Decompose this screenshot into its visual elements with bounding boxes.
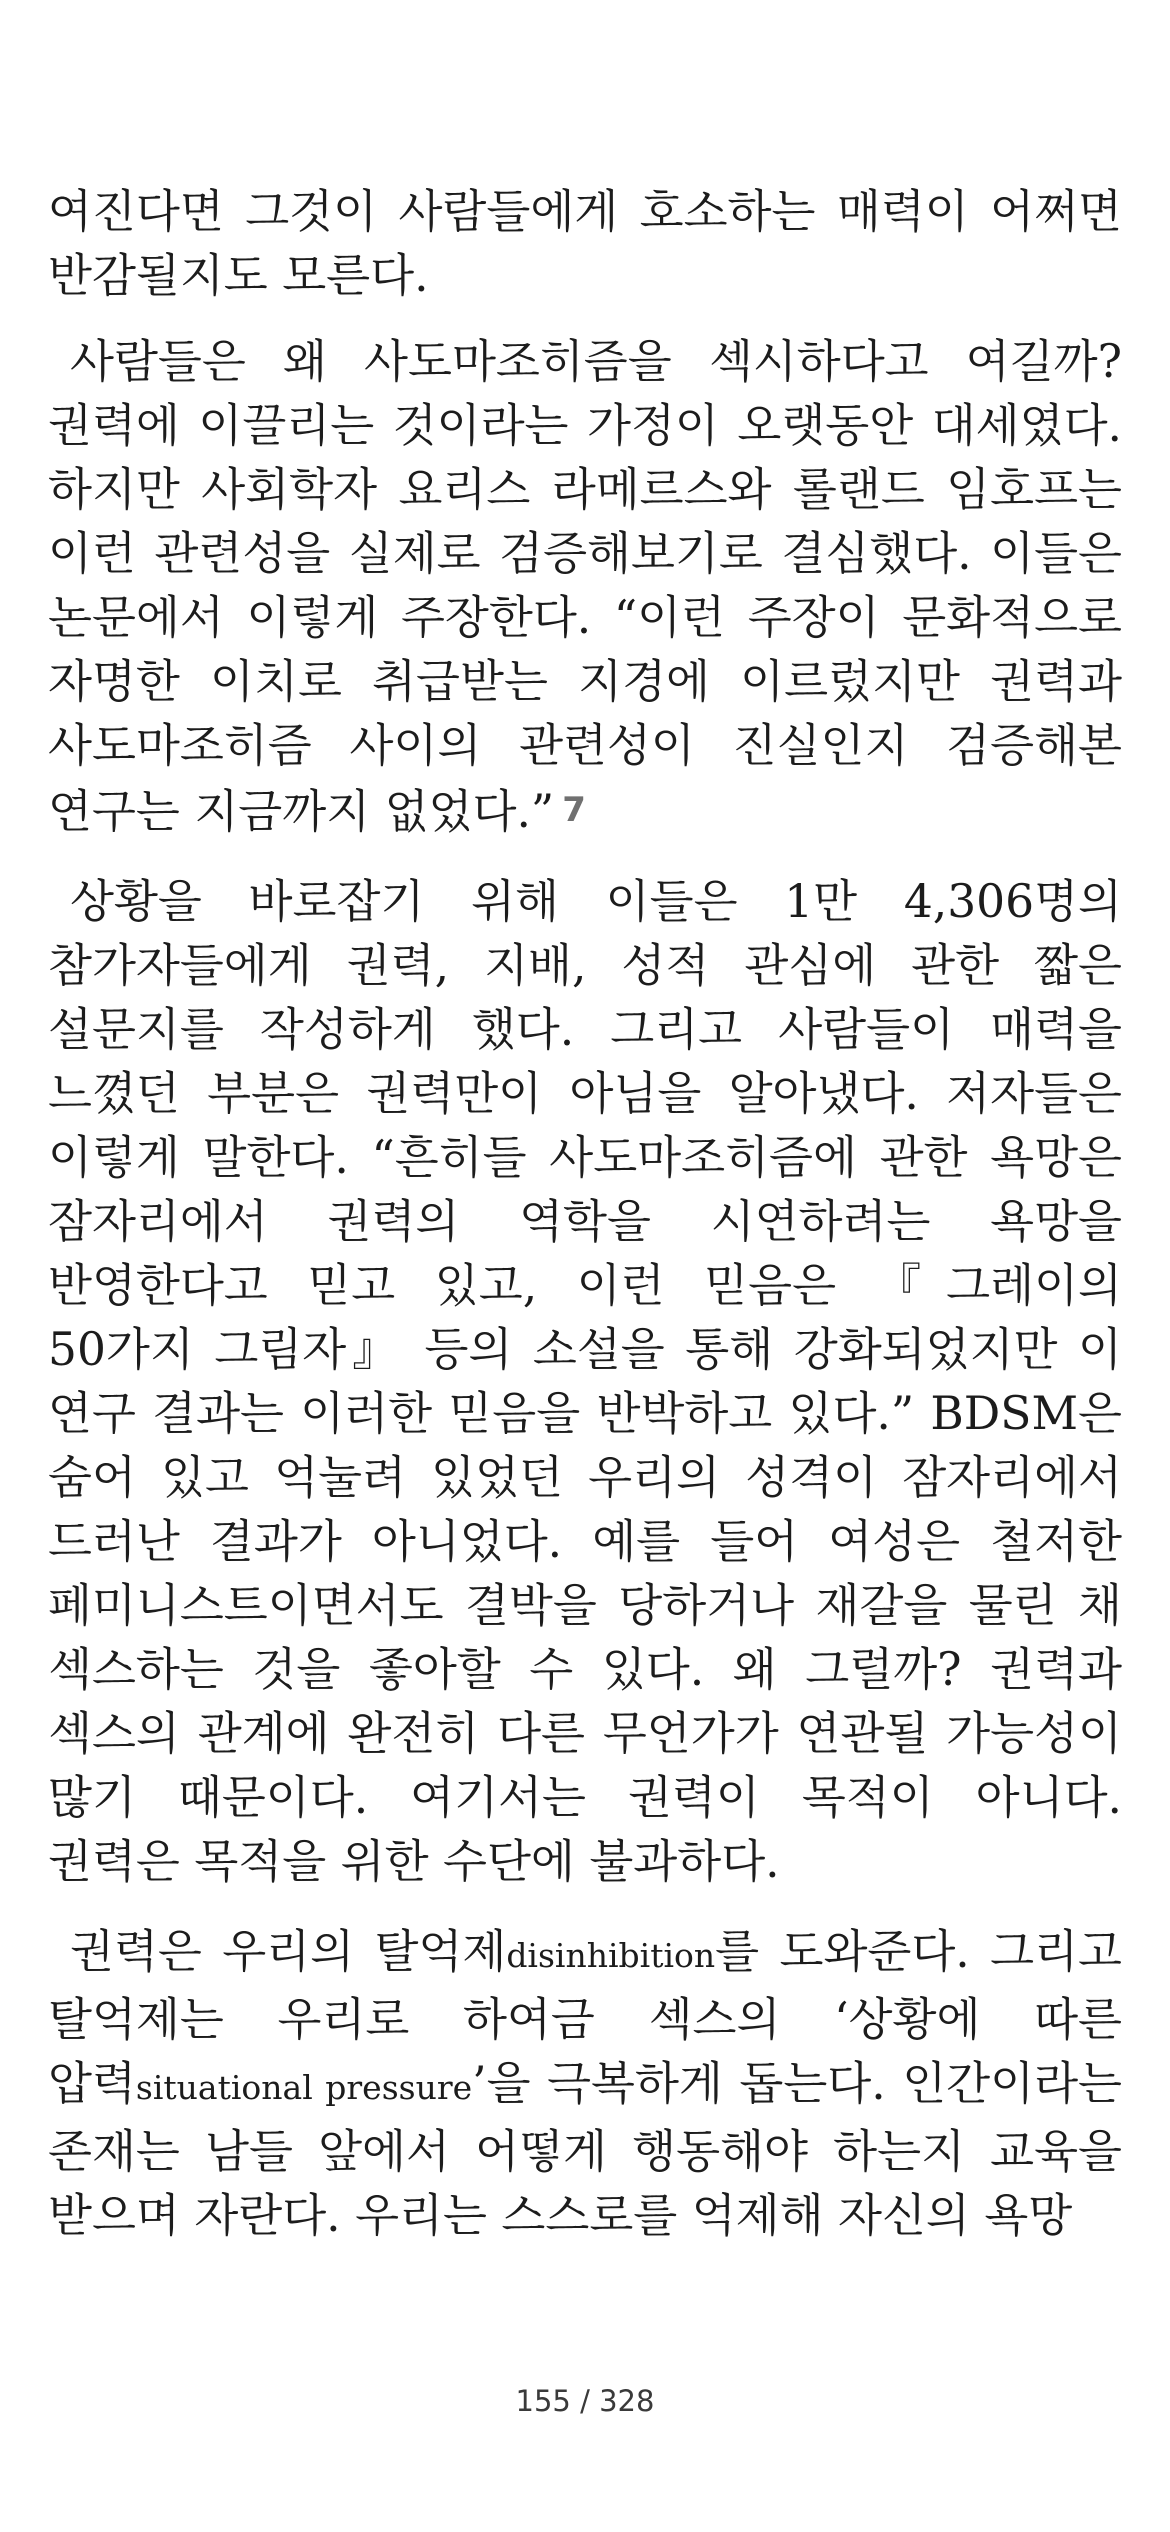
paragraph-3 [48, 870, 1122, 1894]
footnote-marker[interactable]: 7 [562, 790, 586, 830]
paragraph-1 [48, 180, 1122, 308]
paragraph-4-part2: 를 도와준다. 그리고 탈억제는 우리로 하여금 섹스의 ‘상황에 따른 압력 [48, 1925, 1122, 2110]
paragraph-4-part1: 권력은 우리의 탈억제 [70, 1925, 507, 1978]
reader-page [48, 180, 1122, 2274]
gloss-situational-pressure: situational pressure [135, 2068, 473, 2107]
paragraph-4 [48, 1920, 1122, 2248]
paragraph-3-text: 상황을 바로잡기 위해 이들은 1만 4,306명의 참가자들에게 권력, 지배, 성적 관심에 관한 짧은 설문지를 작성하게 했다. 그리고 사람들이 매력을 느꼈던 부분은 권력만이 아님을 알아냈다. 저자들은 이렇게 말한다. “흔히들 사도마조히즘에 관한 욕망은 잠자리에서 권력의 역학을 시연하려는 욕망을 반영한다고 믿고 있고, 이런 믿음은 『그레이의 50가지 그림자』 등의 소설을 통해 강화되었지만 이 연구 결과는 이러한 믿음을 반박하고 있다.” BDSM은 숨어 있고 억눌려 있었던 우리의 성격이 잠자리에서 드러난 결과가 아니었다. 예를 들어 여성은 철저한 페미니스트이면서도 결박을 당하거나 재갈을 물린 채 섹스하는 것을 좋아할 수 있다. 왜 그럴까? 권력과 섹스의 관계에 완전히 다른 무언가가 연관될 가능성이 많기 때문이다. 여기서는 권력이 목적이 아니다. 권력은 목적을 위한 수단에 불과하다. [48, 875, 1122, 1888]
paragraph-4-part3: ’을 극복하게 돕는다. 인간이라는 존재는 남들 앞에서 어떻게 행동해야 하는지 교육을 받으며 자란다. 우리는 스스로를 억제해 자신의 욕망 [48, 2057, 1122, 2242]
paragraph-2 [48, 330, 1122, 844]
gloss-disinhibition: disinhibition [506, 1936, 716, 1975]
paragraph-2-text: 사람들은 왜 사도마조히즘을 섹시하다고 여길까? 권력에 이끌리는 것이라는 가정이 오랫동안 대세였다. 하지만 사회학자 요리스 라메르스와 롤랜드 임호프는 이런 관련성을 실제로 검증해보기로 결심했다. 이들은 논문에서 이렇게 주장한다. “이런 주장이 문화적으로 자명한 이치로 취급받는 지경에 이르렀지만 권력과 사도마조히즘 사이의 관련성이 진실인지 검증해본 연구는 지금까지 없었다.” [48, 335, 1122, 838]
page-indicator: 155 / 328 [515, 2384, 655, 2418]
paragraph-1-text: 여진다면 그것이 사람들에게 호소하는 매력이 어쩌면 반감될지도 모른다. [48, 185, 1122, 302]
